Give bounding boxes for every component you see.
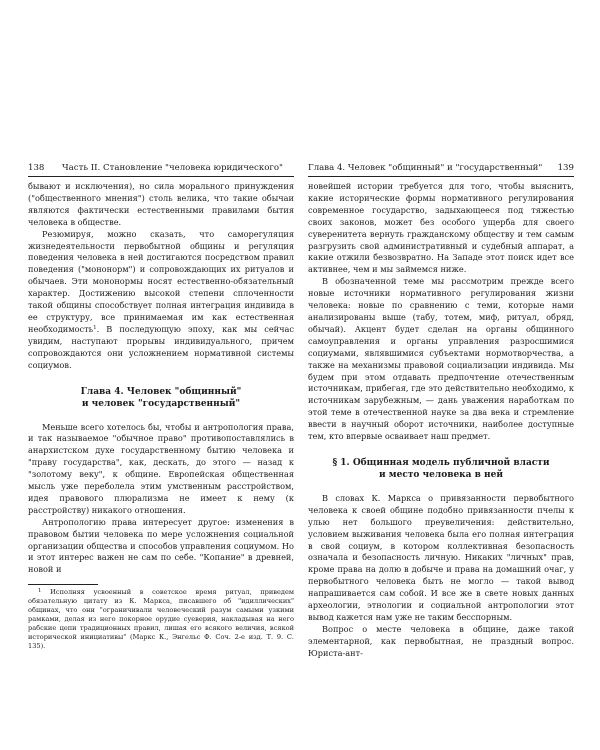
paragraph-text: . В последующую эпоху, как мы сейчас увидим, наступают прорывы индивидуального, причем сопровождаются они усложнением нормативной системы социумов. [28, 323, 294, 370]
paragraph [28, 229, 294, 372]
paragraph: бывают и исключения), но сила морального принуждения ("общественного мнения") столь велика, что такие обычаи являются фактически естественными правилами бытия человека в обществе. [28, 181, 294, 227]
paragraph: В обозначенной теме мы рассмотрим прежде всего новые источники нормативного регулирования жизни человека: новые по сравнению с теми, которые нами анализированы выше (табу, тотем, миф, ритуал, обряд, обычай). Акцент будет сделан на органы общинного самоуправления и органы управления разросшимися социумами, являвшимися субъектами нормотворчества, а также на механизмы правовой социализации индивида. Мы будем при этом отдавать предпочтение отечественным источникам, прибегая, где это действительно необходимо, к источникам зарубежным, — дань уважения наработкам по этой теме в отечественной науке за два века и стремление ввести в научный оборот источники, наиболее доступные тем, кто впервые осваивает наш предмет. [308, 276, 574, 442]
section-heading-line: и место человека в ней [378, 469, 504, 480]
left-page [28, 162, 294, 722]
page-number-right: 139 [557, 163, 574, 173]
page-number-left: 138 [28, 163, 45, 173]
footnote-marker: 1 [93, 324, 97, 331]
running-head-left [28, 162, 294, 177]
paragraph-text: Резюмируя, можно сказать, что саморегуляция жизнедеятельности первобытной общины и регуляция поведения человека в ней достигаются посредством правил поведения ("мононорм") и сопровождающих их ритуалов и обычаев. Эти мононормы носят естественно-обязательный характер. Достижению высокой степени сплоченности такой общины способствует полная интеграция индивида в ее структуру, все принимаемая им как естественная необходимость [28, 228, 294, 334]
running-head-right [308, 162, 574, 177]
running-head-title-right: Глава 4. Человек "общинный" и "государственный" [308, 163, 543, 173]
right-page-body [308, 177, 574, 660]
right-page [308, 162, 574, 722]
footnote-rule [28, 584, 98, 585]
paragraph: Меньше всего хотелось бы, чтобы и антропология права, и так называемое "обычное право" противопоставлялись в анархистском духе государственному бытию человека и "праву государства", как, дескать, до этого — назад к "золотому веку", к общине. Европейская общественная мысль уже переболела этим умственным расстройством, идея правового плюрализма не имеет к нему (к расстройству) никакого отношения. [28, 421, 294, 515]
footnote-marker: 1 [38, 588, 42, 595]
paragraph: В словах К. Маркса о привязанности первобытного человека к своей общине подобно привязанности пчелы к улью нет большого преувеличения: действительно, условием выживания человека была его полная интеграция в свой социум, в котором коллективная безопасность означала и безопасность личную. Никаких "личных" прав, кроме права на долю в добыче и права на домашний очаг, у первобытного человека быть не могло — такой вывод напрашивается сам собой. И все же в свете новых данных археологии, этнологии и социальной антропологии этот вывод кажется нам уже не таким бесспорным. [308, 492, 574, 622]
chapter-heading [28, 386, 294, 410]
section-heading [308, 457, 574, 481]
paragraph: новейшей истории требуется для того, чтобы выяснить, какие исторические формы нормативного регулирования современное государство, задыхающееся под тяжестью своих законов, может без особого ущерба для своего суверенитета вернуть гражданскому обществу и тем самым разгрузить свой административный и судебный аппарат, а какие отжили безвозвратно. На Западе этот поиск идет все активнее, чем и мы займемся ниже. [308, 181, 574, 275]
running-head-title-left: Часть II. Становление "человека юридического" [62, 163, 283, 173]
chapter-heading-line: и человек "государственный" [81, 398, 241, 409]
section-heading-line: § 1. Общинная модель публичной власти [332, 457, 550, 468]
paragraph: Вопрос о месте человека в общине, даже такой элементарной, как первобытная, не праздный вопрос. Юриста-ант- [308, 623, 574, 658]
left-page-body [28, 177, 294, 651]
chapter-heading-line: Глава 4. Человек "общинный" [80, 386, 242, 397]
paragraph: Антропологию права интересует другое: изменения в правовом бытии человека по мере усложнения социальной организации общества и способов управления социумом. Но и этот интерес важен не сам по себе. "Копание" в древней, новой и [28, 516, 294, 575]
footnote [28, 588, 294, 651]
footnote-text: Исполняя усвоенный в советское время ритуал, приведем обязательную цитату из К. Маркса, писавшего об "идиллических" общинах, что они "ограничивали человеческий разум самыми узкими рамками, делая из него покорное орудие суеверия, накладывая на него рабские цепи традиционных правил, лишая его всякого величия, всякой исторической инициативы" (Маркс К., Энгельс Ф. Соч. 2-е изд. Т. 9. С. 135). [28, 588, 294, 651]
